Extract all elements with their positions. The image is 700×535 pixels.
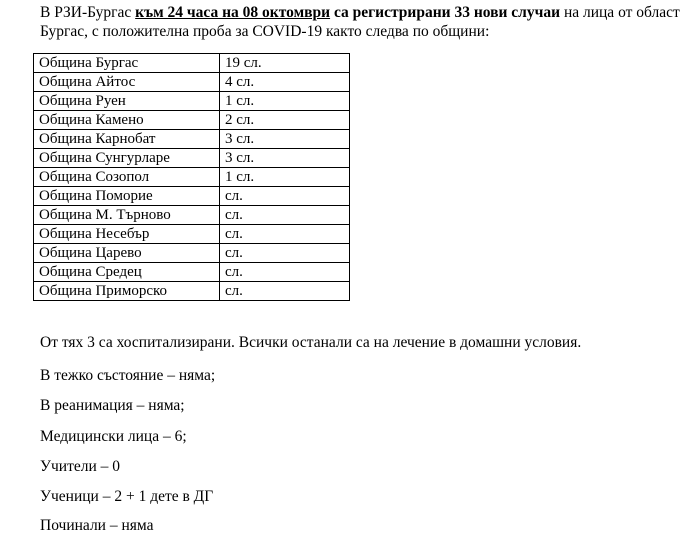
municipality-cell: Община Приморско [34, 282, 220, 301]
municipality-cell: Община Камено [34, 111, 220, 130]
table-row [34, 168, 350, 187]
table-row [34, 244, 350, 263]
municipality-cell: Община Руен [34, 92, 220, 111]
cases-cell: сл. [220, 263, 350, 282]
table-row [34, 263, 350, 282]
municipality-cell: Община Айтос [34, 73, 220, 92]
table-row [34, 111, 350, 130]
intro-date-underlined: към 24 часа на 08 октомври [135, 4, 331, 21]
teachers-text: Учители – 0 [40, 458, 120, 475]
intro-bold-text [135, 4, 560, 21]
cases-cell: сл. [220, 225, 350, 244]
deceased-text: Починали – няма [40, 517, 154, 534]
table-row [34, 149, 350, 168]
municipality-cell: Община Карнобат [34, 130, 220, 149]
municipality-cell: Община Поморие [34, 187, 220, 206]
table-row [34, 54, 350, 73]
students-text: Ученици – 2 + 1 дете в ДГ [40, 488, 214, 505]
table-row [34, 282, 350, 301]
intro-text-end: на лица от област Бургас, с положителна проба за COVID-19 както следва по общини: [40, 4, 680, 40]
cases-cell: 19 сл. [220, 54, 350, 73]
municipality-cell: Община Средец [34, 263, 220, 282]
table-row [34, 92, 350, 111]
cases-by-municipality-table [33, 53, 350, 301]
cases-cell: 3 сл. [220, 130, 350, 149]
cases-cell: 2 сл. [220, 111, 350, 130]
municipality-cell: Община Бургас [34, 54, 220, 73]
table-row [34, 225, 350, 244]
table-row [34, 206, 350, 225]
cases-cell: сл. [220, 282, 350, 301]
cases-table-body [34, 54, 350, 301]
cases-cell: 1 сл. [220, 92, 350, 111]
cases-cell: 3 сл. [220, 149, 350, 168]
cases-cell: сл. [220, 244, 350, 263]
intro-text-start: В РЗИ-Бургас [40, 4, 136, 21]
cases-cell: сл. [220, 206, 350, 225]
municipality-cell: Община Несебър [34, 225, 220, 244]
municipality-cell: Община Созопол [34, 168, 220, 187]
table-row [34, 73, 350, 92]
medical-staff-text: Медицински лица – 6; [40, 428, 187, 445]
intro-paragraph [40, 3, 690, 41]
cases-cell: 4 сл. [220, 73, 350, 92]
municipality-cell: Община М. Търново [34, 206, 220, 225]
cases-cell: 1 сл. [220, 168, 350, 187]
municipality-cell: Община Сунгурларе [34, 149, 220, 168]
intro-new-cases: са регистрирани 33 нови случаи [330, 4, 561, 21]
hospitalized-text: От тях 3 са хоспитализирани. Всички останали са на лечение в домашни условия. [40, 334, 582, 351]
severe-condition-text: В тежко състояние – няма; [40, 367, 216, 384]
intensive-care-text: В реанимация – няма; [40, 397, 185, 414]
cases-cell: сл. [220, 187, 350, 206]
municipality-cell: Община Царево [34, 244, 220, 263]
table-row [34, 187, 350, 206]
table-row [34, 130, 350, 149]
